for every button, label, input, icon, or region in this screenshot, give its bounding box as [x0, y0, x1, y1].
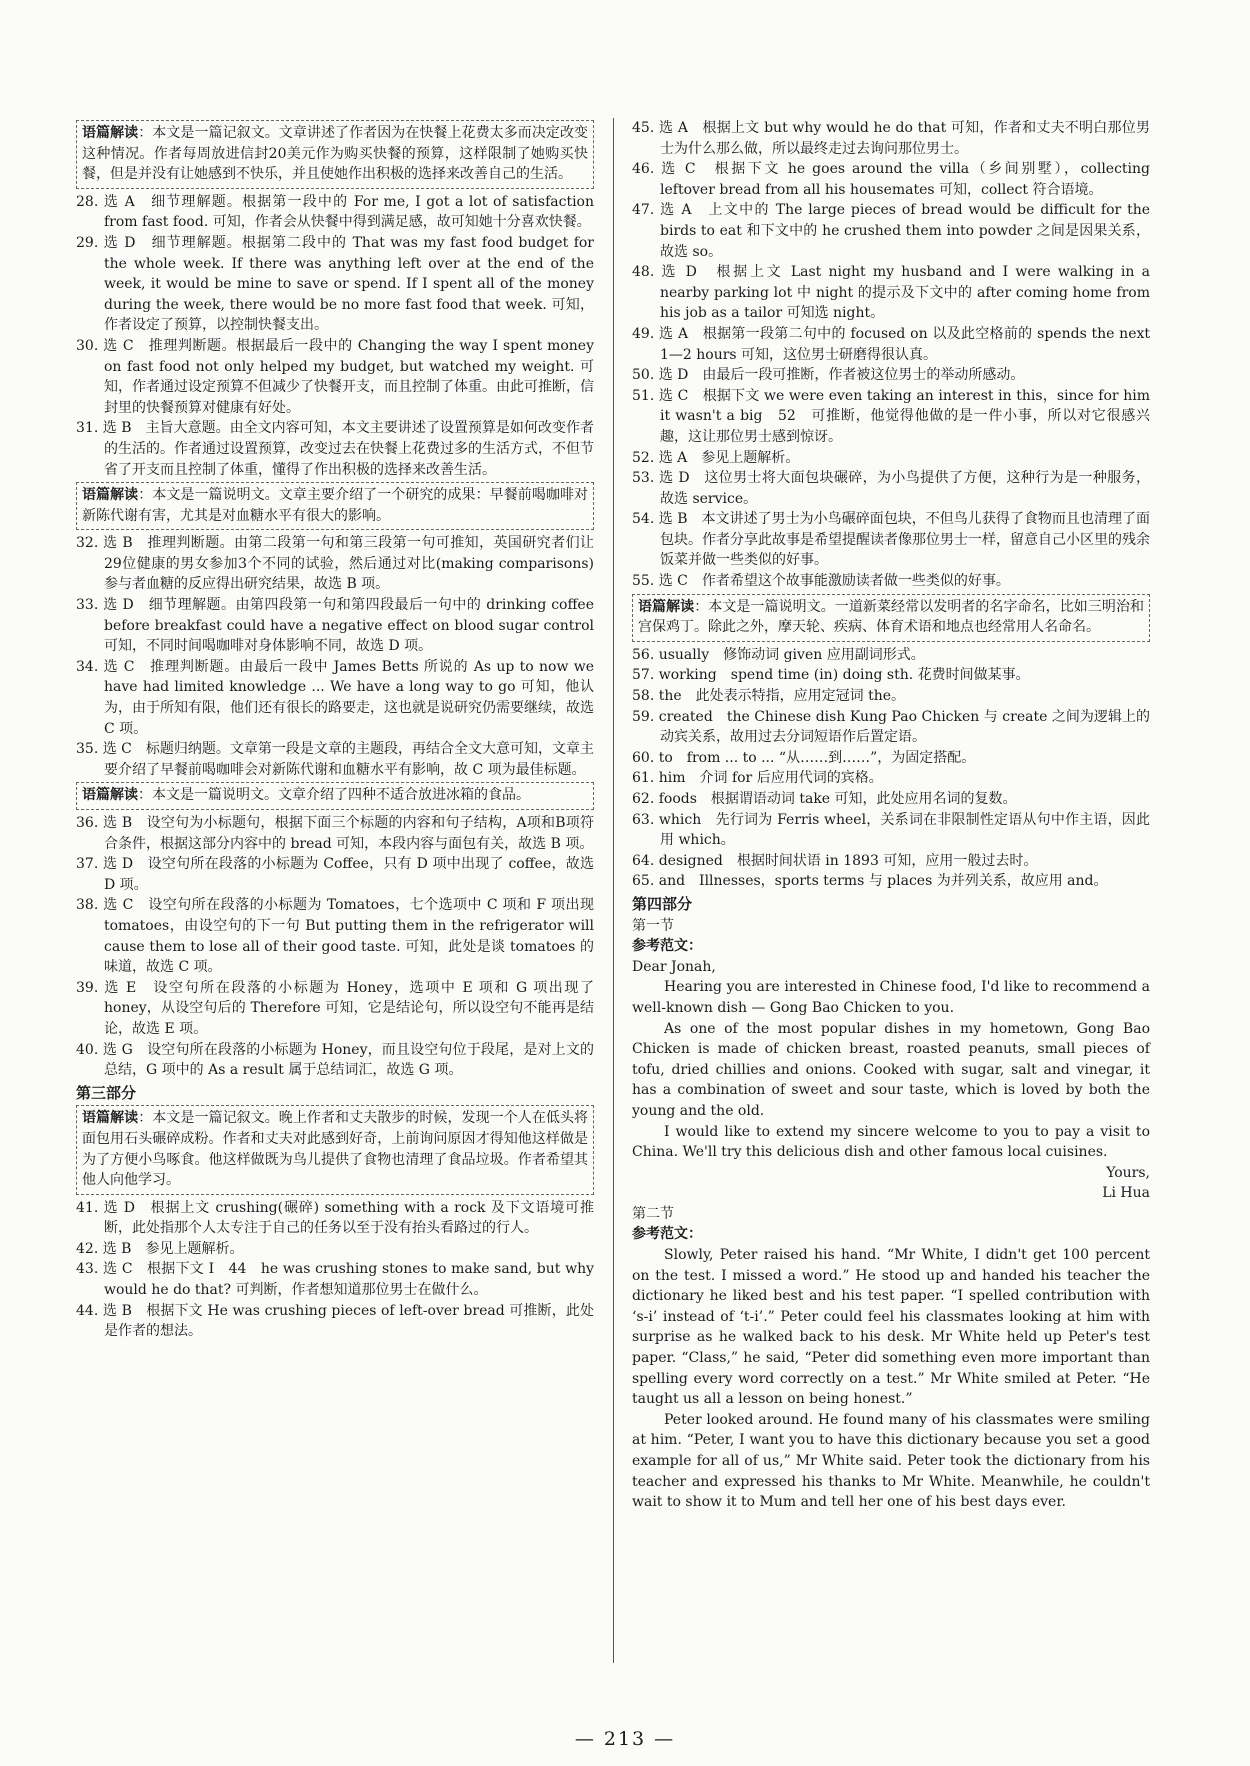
answer-item — [632, 871, 1150, 892]
answer-item — [76, 657, 594, 739]
answer-number: 36. — [76, 815, 103, 831]
answer-text: to from ... to ... “从……到……”，为固定搭配。 — [658, 749, 976, 766]
answer-item — [76, 533, 594, 595]
answer-text: 选 C 根据下文 he goes around the villa（乡间别墅），collecting leftover bread from all his housemates 可知，collect 符合语境。 — [660, 161, 1151, 198]
passage-analysis-box — [76, 1105, 594, 1194]
answer-item — [632, 789, 1150, 810]
answer-text: the 此处表示特指，应用定冠词 the。 — [658, 688, 906, 705]
box-label: 语篇解读 — [82, 787, 138, 804]
answer-text: 选 C 标题归纳题。文章第一段是文章的主题段，再结合全文大意可知，文章主要介绍了早餐前喝咖啡会对新陈代谢和血糖水平有影响，故 C 项为最佳标题。 — [102, 741, 594, 778]
answer-text: 选 C 作者希望这个故事能激励读者做一些类似的好事。 — [658, 573, 1010, 590]
answer-text: him 介词 for 后应用代词的宾格。 — [658, 770, 883, 787]
answer-number: 52. — [632, 449, 659, 466]
section-heading: 第三部分 — [76, 1083, 137, 1102]
answer-item — [76, 336, 594, 418]
answer-text: 选 D 细节理解题。由第四段第一句和第四段最后一句中的 drinking coffee before breakfast could have a negative effect on blood sugar control 可知，不同时间喝咖啡对身体影响不同，故选 D 项。 — [103, 597, 595, 655]
answer-item — [76, 895, 594, 977]
answer-number: 39. — [76, 979, 105, 996]
answer-item — [632, 200, 1150, 262]
answer-number: 58. — [632, 688, 659, 705]
answer-number: 51. — [632, 387, 659, 404]
answer-item — [632, 748, 1150, 769]
answer-item — [632, 571, 1150, 592]
answer-text: 选 B 参见上题解析。 — [102, 1240, 244, 1257]
answer-number: 48. — [632, 264, 662, 281]
left-column — [76, 118, 594, 1342]
answer-text: 选 B 设空句为小标题句，根据下面三个标题的内容和句子结构，A项和B项符合条件，根据这部分内容中的 bread 可知，本段内容与面包有关，故选 B 项。 — [102, 815, 595, 852]
answer-item — [76, 854, 594, 895]
answer-number: 65. — [632, 873, 659, 890]
answer-number: 30. — [76, 337, 104, 354]
answer-item — [76, 1040, 594, 1081]
answer-item — [632, 686, 1150, 707]
answer-number: 64. — [632, 852, 659, 869]
reference-label: 参考范文： — [632, 1226, 702, 1243]
answer-text: designed 根据时间状语 in 1893 可知，应用一般过去时。 — [658, 852, 1038, 869]
answer-text: 选 D 由最后一段可推断，作者被这位男士的举动所感动。 — [658, 367, 1025, 384]
answer-item — [76, 978, 594, 1040]
answer-text: usually 修饰动词 given 应用副词形式。 — [658, 646, 925, 663]
answer-item — [632, 262, 1150, 324]
answer-text: 选 B 推理判断题。由第二段第一句和第三段第一句可推知，英国研究者们让29位健康的男女参加3个不同的试验，然后通过对比(making comparisons)参与者血糖的反应得出研究结果，故选 B 项。 — [103, 535, 594, 593]
box-label: 语篇解读 — [82, 1110, 139, 1127]
answer-item — [632, 448, 1150, 469]
right-column — [632, 118, 1150, 1513]
answer-text: 选 D 根据上文 Last night my husband and I were walking in a nearby parking lot 中 night 的提示及下文中的 after coming home from his job as a tailor 可知选 night。 — [660, 264, 1150, 322]
answer-item — [632, 707, 1150, 748]
answer-text: 选 D 这位男士将大面包块碾碎，为小鸟提供了方便，这种行为是一种服务，故选 service。 — [659, 470, 1150, 507]
answer-number: 54. — [632, 511, 659, 528]
answer-item — [632, 159, 1150, 200]
answer-text: 选 D 根据上文 crushing(碾碎) something with a rock 及下文语境可推断，此处指那个人太专注于自己的任务以至于没有抬头看路过的行人。 — [103, 1199, 594, 1237]
answer-number: 53. — [632, 470, 660, 487]
answer-number: 43. — [76, 1261, 103, 1278]
answer-list — [76, 813, 594, 1081]
story-paragraph: Slowly, Peter raised his hand. “Mr White, I didn't get 100 percent on the test. I missed a word.” He stood up and handed his teacher the dictionary he liked best and his test paper. “I spelled contribution with ‘s-i’ instead of ‘t-i’.” Peter could feel his classmates looking at him with surprise as he walked back to his desk. Mr White held up Peter's test paper. “Class,” he said, “Peter did something even more important than spelling every word correctly on a test.” Mr White smiled at Peter. “He taught us all a lesson on being honest.” — [632, 1247, 1150, 1408]
box-text: ：本文是一篇说明文。文章主要介绍了一个研究的成果：早餐前喝咖啡对新陈代谢有害，尤其是对血糖水平有很大的影响。 — [82, 487, 589, 524]
subsection-heading: 第一节 — [632, 917, 674, 934]
answer-number: 49. — [632, 325, 660, 342]
answer-text: 选 B 主旨大意题。由全文内容可知，本文主要讲述了设置预算是如何改变作者的生活的。作者通过设置预算，改变过去在快餐上花费过多的生活方式，不但节省了开支而且控制了体重，懂得了作出积极的选择来改善生活。 — [102, 420, 594, 478]
answer-text: and Illnesses，sports terms 与 places 为并列关系，故应用 and。 — [658, 873, 1108, 890]
subsection-heading: 第二节 — [632, 1205, 674, 1222]
answer-item — [76, 813, 594, 854]
answer-text: 选 A 参见上题解析。 — [658, 449, 800, 466]
answer-number: 55. — [632, 573, 659, 590]
box-text: ：本文是一篇说明文。一道新菜经常以发明者的名字命名，比如三明治和宫保鸡丁。除此之外，摩天轮、疾病、体育术语和地点也经常用人名命名。 — [638, 598, 1145, 636]
answer-text: 选 D 设空句所在段落的小标题为 Coffee，只有 D 项中出现了 coffee，故选 D 项。 — [102, 856, 594, 893]
answer-number: 33. — [76, 597, 104, 614]
answer-list — [76, 192, 594, 480]
answer-number: 50. — [632, 367, 659, 384]
answer-text: 选 D 细节理解题。根据第二段中的 That was my fast food budget for the whole week. If there was anything left over at the end of the week, it would be mine to save or spend. If I spent all of the money during the week, there would be no more fast food that week. 可知，作者设定了预算，以控制快餐支出。 — [103, 234, 595, 334]
letter-paragraph: I would like to extend my sincere welcome to you to pay a visit to China. We'll try this delicious dish and other famous local cuisines. — [632, 1123, 1150, 1161]
answer-text: 选 A 根据上文 but why would he do that 可知，作者和丈夫不明白那位男士为什么那么做，所以最终走过去询问那位男士。 — [658, 120, 1150, 157]
answer-number: 62. — [632, 791, 659, 807]
reference-label: 参考范文： — [632, 938, 702, 955]
answer-text: 选 C 推理判断题。由最后一段中 James Betts 所说的 As up to now we have had limited knowledge ... We have a long way to go 可知，他认为，由于所知有限，他们还有很长的路要走，这也就是说研究仍需要继续，故选 C 项。 — [103, 658, 594, 737]
answer-item — [632, 118, 1150, 159]
answer-number: 61. — [632, 770, 659, 787]
answer-item — [632, 810, 1150, 851]
answer-item — [632, 324, 1150, 365]
answer-text: working spend time (in) doing sth. 花费时间做某事。 — [658, 667, 1030, 684]
passage-analysis-box — [632, 594, 1150, 642]
box-text: ：本文是一篇说明文。文章介绍了四种不适合放进冰箱的食品。 — [138, 787, 530, 804]
answer-text: 选 A 根据第一段第二句中的 focused on 以及此空格前的 spends the next 1—2 hours 可知，这位男士研磨得很认真。 — [659, 325, 1150, 363]
answer-text: 选 A 细节理解题。根据第一段中的 For me, I got a lot of satisfaction from fast food. 可知，作者会从快餐中得到满足感，故可知她十分喜欢快餐。 — [103, 193, 595, 231]
answer-item — [76, 233, 594, 336]
answer-number: 57. — [632, 667, 659, 684]
box-text: ：本文是一篇记叙文。晚上作者和丈夫散步的时候，发现一个人在低头将面包用石头碾碎成粉。作者和丈夫对此感到好奇，上前询问原因才得知他这样做是为了方便小鸟啄食。他这样做既为鸟儿提供了食物也清理了食品垃圾。作者希望其他人向他学习。 — [82, 1110, 589, 1189]
answer-number: 45. — [632, 120, 659, 136]
letter-signature: Li Hua — [1102, 1185, 1150, 1202]
answer-item — [76, 1301, 594, 1342]
sample-letter — [632, 957, 1150, 1204]
answer-text: 选 G 设空句所在段落的小标题为 Honey，而且设空句位于段尾，是对上文的总结，G 项中的 As a result 属于总结词汇，故选 G 项。 — [102, 1041, 594, 1079]
answer-item — [632, 468, 1150, 509]
story-paragraph: Peter looked around. He found many of his classmates were smiling at him. “Peter, I want you to have this dictionary because you set a good example for all of us,” Mr White said. Peter took the dictionary from his teacher and expressed his thanks to Mr White. Meanwhile, he couldn't wait to show it to Mum and tell her one of his best days ever. — [632, 1411, 1150, 1511]
answer-number: 63. — [632, 811, 659, 828]
answer-number: 38. — [76, 897, 104, 914]
answer-item — [632, 665, 1150, 686]
answer-text: 选 C 根据下文 we were even taking an interest in this，since for him it wasn't a big 52 可推断，他觉得他做的是一件小事，所以对它很感兴趣，这让那位男士感到惊讶。 — [658, 387, 1150, 445]
answer-item — [76, 1239, 594, 1260]
answer-text: 选 B 本文讲述了男士为小鸟碾碎面包块，不但鸟儿获得了食物而且也清理了面包块。作者分享此故事是希望提醒读者像那位男士一样，留意自己小区里的残余饭菜并做一些类似的好事。 — [658, 511, 1150, 569]
answer-item — [632, 851, 1150, 872]
answer-number: 41. — [76, 1199, 104, 1216]
letter-closing: Yours, — [1106, 1164, 1150, 1181]
answer-number: 59. — [632, 708, 659, 725]
answer-item — [632, 768, 1150, 789]
answer-item — [76, 739, 594, 780]
answer-text: foods 根据谓语动词 take 可知，此处应用名词的复数。 — [658, 791, 1017, 807]
section-heading: 第四部分 — [632, 894, 693, 913]
answer-text: 选 C 设空句所在段落的小标题为 Tomatoes，七个选项中 C 项和 F 项出现 tomatoes，由设空句的下一句 But putting them in the refrigerator will cause them to lose all of their good taste. 可知，此处是谈 tomatoes 的味道，故选 C 项。 — [103, 897, 595, 976]
answer-text: which 先行词为 Ferris wheel，关系词在非限制性定语从句中作主语，因此用 which。 — [658, 811, 1151, 849]
answer-number: 29. — [76, 234, 104, 251]
answer-list — [76, 1198, 594, 1342]
page-number: — 213 — — [574, 1728, 676, 1750]
answer-number: 40. — [76, 1041, 103, 1058]
answer-number: 47. — [632, 202, 661, 219]
passage-analysis-box — [76, 120, 594, 189]
answer-text: created the Chinese dish Kung Pao Chicken 与 create 之间为逻辑上的动宾关系，故用过去分词短语作后置定语。 — [658, 708, 1150, 746]
answer-number: 42. — [76, 1240, 103, 1257]
answer-item — [76, 192, 594, 233]
letter-paragraph: Hearing you are interested in Chinese food, I'd like to recommend a well-known dish — Gong Bao Chicken to you. — [632, 979, 1150, 1016]
answer-item — [632, 365, 1150, 386]
answer-number: 31. — [76, 420, 103, 437]
column-divider — [613, 118, 614, 1663]
answer-page — [76, 118, 1154, 1678]
answer-number: 32. — [76, 535, 104, 552]
answer-list — [632, 118, 1150, 592]
answer-item — [76, 1259, 594, 1300]
answer-number: 35. — [76, 741, 103, 758]
answer-number: 56. — [632, 646, 659, 663]
box-label: 语篇解读 — [82, 487, 139, 504]
answer-item — [632, 386, 1150, 448]
answer-item — [632, 645, 1150, 666]
box-text: ：本文是一篇记叙文。文章讲述了作者因为在快餐上花费太多而决定改变这种情况。作者每周放进信封20美元作为购买快餐的预算，这样限制了她购买快餐，但是并没有让她感到不快乐，并且使她作出积极的选择来改善自己的生活。 — [82, 125, 589, 183]
answer-text: 选 E 设空句所在段落的小标题为 Honey，选项中 E 项和 G 项出现了 honey，从设空句后的 Therefore 可知，它是结论句，所以设空句不能再是结论，故选 E 项。 — [104, 979, 594, 1037]
answer-number: 46. — [632, 161, 662, 178]
answer-item — [632, 509, 1150, 571]
answer-text: 选 C 推理判断题。根据最后一段中的 Changing the way I spent money on fast food not only helped my budget, but watched my weight. 可知，作者通过设定预算不但减少了快餐开支，而且控制了体重。由此可推断，信封里的快餐预算对健康有好处。 — [103, 337, 595, 416]
answer-text: 选 A 上文中的 The large pieces of bread would be difficult for the birds to eat 和下文中的 he crushed them into powder 之间是因果关系，故选 so。 — [660, 202, 1150, 260]
answer-list — [632, 645, 1150, 892]
answer-list — [76, 533, 594, 780]
answer-text: 选 C 根据下文 I 44 he was crushing stones to make sand, but why would he do that? 可判断，作者想知道那位男士在做什么。 — [102, 1261, 594, 1299]
answer-item — [76, 1198, 594, 1239]
letter-greeting: Dear Jonah, — [632, 958, 716, 975]
answer-item — [76, 418, 594, 480]
answer-number: 34. — [76, 658, 104, 675]
answer-number: 37. — [76, 856, 103, 873]
sample-story — [632, 1245, 1150, 1513]
answer-number: 60. — [632, 749, 659, 766]
box-label: 语篇解读 — [638, 598, 695, 615]
answer-text: 选 B 根据下文 He was crushing pieces of left-over bread 可推断，此处是作者的想法。 — [102, 1302, 594, 1340]
answer-item — [76, 595, 594, 657]
passage-analysis-box — [76, 782, 594, 810]
letter-paragraph: As one of the most popular dishes in my hometown, Gong Bao Chicken is made of chicken breast, roasted peanuts, small pieces of tofu, dried chillies and onions. Cooked with sugar, salt and vinegar, it has a combination of sweet and sour taste, which is loved by both the young and the old. — [632, 1020, 1150, 1119]
answer-number: 28. — [76, 193, 104, 210]
answer-number: 44. — [76, 1302, 103, 1319]
box-label: 语篇解读 — [82, 125, 139, 141]
passage-analysis-box — [76, 482, 594, 530]
